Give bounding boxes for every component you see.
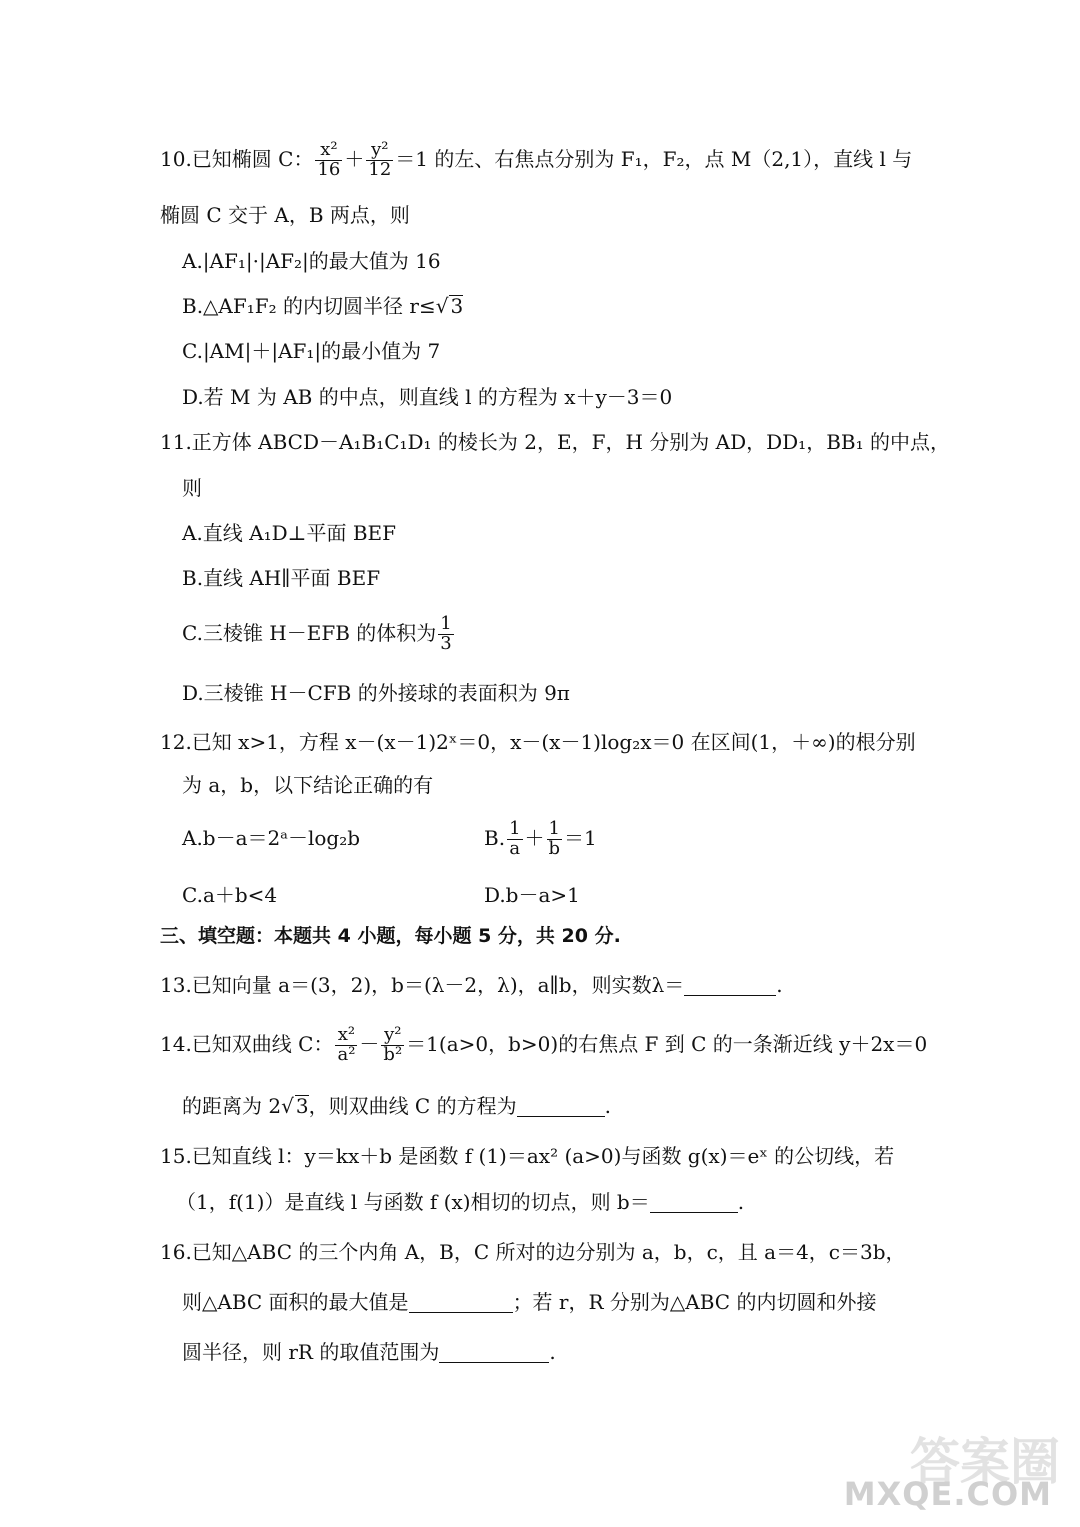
q10-option-d: D.若 M 为 AB 的中点，则直线 l 的方程为 x＋y－3＝0 [182,385,673,409]
q12-option-b: B. $\frac{1}{a}$ ＋ $\frac{1}{b}$ ＝1 [484,818,597,859]
q11-option-b: B.直线 AH∥平面 BEF [182,566,381,590]
q11-volume-fraction: $\frac{1}{3}$ [440,613,452,654]
watermark-logo: 答案圈 [910,1433,1060,1491]
q10-stem-suffix: ＝1 的左、右焦点分别为 F₁，F₂，点 M（2,1），直线 l 与 [395,147,913,171]
q11-option-a: A.直线 A₁D⊥平面 BEF [182,521,396,545]
q10-fraction-y: $\frac{\text{y²}}{12}$ [368,139,392,180]
q10-option-c: C.|AM|＋|AF₁|的最小值为 7 [182,339,441,363]
q16-stem-line2: 则△ABC 面积的最大值是 ；若 r，R 分别为△ABC 的内切圆和外接 [182,1290,877,1314]
q12-option-c: C.a＋b<4 [182,883,278,907]
q12-options-row1 [0,812,1080,864]
section-heading: 三、填空题：本题共 4 小题，每小题 5 分，共 20 分. [160,925,621,947]
q12-option-a: A.b－a＝2ᵃ－log₂b [182,826,361,850]
q10-fraction-x: $\frac{\text{x²}}{16}$ [317,139,341,180]
q13-answer-blank [684,971,776,996]
q11-option-d: D.三棱锥 H－CFB 的外接球的表面积为 9π [182,681,570,705]
q11-option-c: C.三棱锥 H－EFB 的体积为 $\frac{1}{3}$ [182,613,452,654]
q10-stem-prefix: 10.已知椭圆 C： [160,147,314,171]
q16-stem-line3: 圆半径，则 rR 的取值范围为 . [182,1340,556,1364]
q10-option-b: B.△AF₁F₂ 的内切圆半径 r≤√ 3 [182,294,464,318]
q16-stem: 16.已知△ABC 的三个内角 A，B，C 所对的边分别为 a，b，c，且 a＝4，c＝3b， [160,1240,906,1264]
q10-stem: 10.已知椭圆 C： $\frac{\text{x²}}{16}$ ＋ $\frac{\text{y²}}{12}$ ＝1 的左、右焦点分别为 F₁，F₂，点 M（2,1），直线 l 与 [160,139,913,180]
q16-answer-blank-1 [409,1288,513,1313]
q10-option-a: A.|AF₁|·|AF₂|的最大值为 16 [182,249,441,273]
q10-stem-line2: 椭圆 C 交于 A，B 两点，则 [160,203,410,227]
q13-stem: 13.已知向量 a＝(3，2)，b＝(λ－2，λ)，a∥b，则实数λ＝ . [160,973,783,997]
q14-stem: 14.已知双曲线 C： $\frac{\text{x²}}{\text{a²}}$ － $\frac{\text{y²}}{\text{b²}}$ ＝1(a>0，b>0)的右焦点 F 到 C 的一条渐近线 y＋2x＝0 [160,1024,928,1065]
q15-answer-blank [650,1188,738,1213]
q16-answer-blank-2 [439,1338,549,1363]
q15-stem: 15.已知直线 l：y＝kx＋b 是函数 f (1)＝ax² (a>0)与函数 g(x)＝eˣ 的公切线，若 [160,1144,895,1168]
watermark [843,1414,1062,1519]
q14-answer-blank [517,1092,605,1117]
q12-option-d: D.b－a>1 [484,883,580,907]
q12-stem: 12.已知 x>1，方程 x－(x－1)2ˣ＝0，x－(x－1)log₂x＝0 在区间(1，＋∞)的根分别 [160,730,916,754]
q15-stem-line2: （1，f(1)）是直线 l 与函数 f (x)相切的切点，则 b＝ . [176,1190,745,1214]
q12-options-row2 [0,873,1080,917]
q12-stem-line2: 为 a，b，以下结论正确的有 [182,773,434,797]
q11-stem-line2: 则 [182,476,202,500]
q11-stem: 11.正方体 ABCD－A₁B₁C₁D₁ 的棱长为 2，E，F，H 分别为 AD，DD₁，BB₁ 的中点， [160,430,950,454]
q14-stem-line2: 的距离为 2√ 3，则双曲线 C 的方程为 . [182,1094,611,1118]
watermark-text: MXQE.COM [843,1475,1052,1513]
